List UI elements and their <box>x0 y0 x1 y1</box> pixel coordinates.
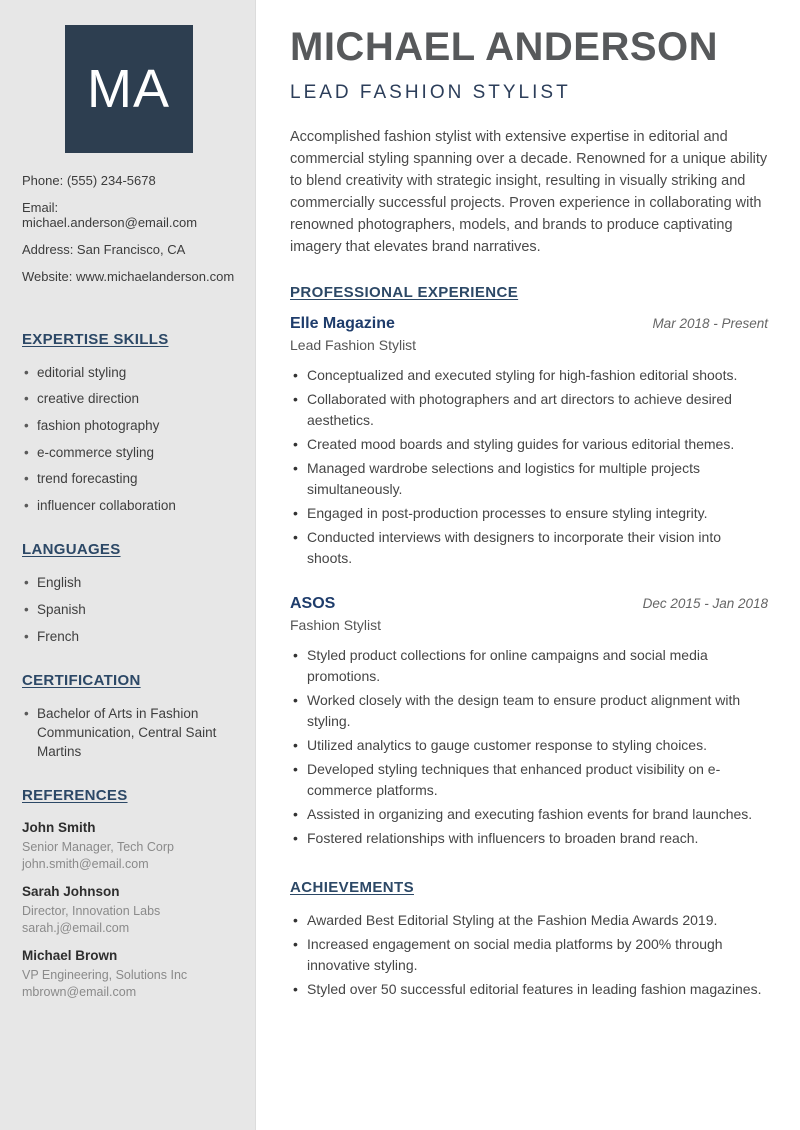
list-item: • fashion photography <box>22 417 235 436</box>
list-item: • Awarded Best Editorial Styling at the Fashion Media Awards 2019. <box>290 910 768 931</box>
list-item: • editorial styling <box>22 364 235 383</box>
list-item: • Created mood boards and styling guides for various editorial themes. <box>290 434 768 455</box>
reference-email: john.smith@email.com <box>22 857 149 872</box>
list-item: • English <box>22 574 235 593</box>
experience-job <box>290 595 768 849</box>
job-role: Lead Fashion Stylist <box>290 337 417 353</box>
list-item: • e-commerce styling <box>22 444 235 463</box>
avatar-initials: MA <box>87 59 170 119</box>
summary-paragraph: Accomplished fashion stylist with extensive expertise in editorial and commercial styling spanning over a decade. Renowned for a unique ability to blend creativity with strategic insight, resulting in visually striking and commercially successful projects. Proven experience in collaborating with renowned photographers, models, and brands to produce captivating imagery that elevates brand narratives. <box>290 129 768 255</box>
experience-job <box>290 315 768 569</box>
languages-list <box>22 574 235 646</box>
reference-entry <box>22 948 235 1001</box>
contact-website: Website: www.michaelanderson.com <box>22 268 235 284</box>
list-item: • Increased engagement on social media platforms by 200% through innovative styling. <box>290 934 768 976</box>
experience-heading: PROFESSIONAL EXPERIENCE <box>290 284 519 301</box>
page-title: MICHAEL ANDERSON <box>290 25 719 69</box>
company-name: Elle Magazine <box>290 315 395 332</box>
contact-phone: Phone: (555) 234-5678 <box>22 173 156 188</box>
company-name: ASOS <box>290 595 336 612</box>
skills-heading: EXPERTISE SKILLS <box>22 330 169 348</box>
list-item: • Utilized analytics to gauge customer response to styling choices. <box>290 735 768 756</box>
references-section <box>22 787 235 1000</box>
contact-info <box>22 174 235 285</box>
job-dates: Dec 2015 - Jan 2018 <box>642 596 768 611</box>
job-header <box>290 315 768 333</box>
list-item: • Conceptualized and executed styling for high-fashion editorial shoots. <box>290 365 768 386</box>
list-item: • Collaborated with photographers and art directors to achieve desired aesthetics. <box>290 389 768 431</box>
reference-title: Senior Manager, Tech Corp <box>22 840 174 855</box>
list-item: • Engaged in post-production processes to ensure styling integrity. <box>290 503 768 524</box>
skills-section <box>22 331 235 516</box>
reference-email: sarah.j@email.com <box>22 920 130 935</box>
job-dates: Mar 2018 - Present <box>652 316 768 331</box>
list-item: • Bachelor of Arts in Fashion Communication, Central Saint Martins <box>22 705 235 761</box>
list-item: • creative direction <box>22 390 235 409</box>
achievements-heading: ACHIEVEMENTS <box>290 879 414 896</box>
reference-entry <box>22 820 235 873</box>
list-item: • Styled over 50 successful editorial features in leading fashion magazines. <box>290 979 768 1000</box>
job-header <box>290 595 768 613</box>
certification-list <box>22 705 235 761</box>
reference-entry <box>22 884 235 937</box>
list-item: • trend forecasting <box>22 470 235 489</box>
list-item: • Assisted in organizing and executing fashion events for brand launches. <box>290 804 768 825</box>
achievements-section <box>290 879 768 1000</box>
languages-section <box>22 541 235 646</box>
certification-heading: CERTIFICATION <box>22 672 141 690</box>
reference-title: Director, Innovation Labs <box>22 903 161 918</box>
reference-name: Sarah Johnson <box>22 883 120 899</box>
list-item: • French <box>22 628 235 647</box>
list-item: • Worked closely with the design team to ensure product alignment with styling. <box>290 690 768 732</box>
list-item: • Spanish <box>22 601 235 620</box>
list-item: • Managed wardrobe selections and logistics for multiple projects simultaneously. <box>290 458 768 500</box>
list-item: • influencer collaboration <box>22 497 235 516</box>
sidebar <box>0 0 256 1130</box>
list-item: • Styled product collections for online campaigns and social media promotions. <box>290 645 768 687</box>
reference-title: VP Engineering, Solutions Inc <box>22 967 188 982</box>
job-role: Fashion Stylist <box>290 617 382 633</box>
experience-section <box>290 284 768 849</box>
job-bullet-list <box>290 365 768 569</box>
job-title: LEAD FASHION STYLIST <box>290 82 571 103</box>
reference-email: mbrown@email.com <box>22 984 137 999</box>
contact-email: Email: michael.anderson@email.com <box>22 199 198 230</box>
list-item: • Fostered relationships with influencers to broaden brand reach. <box>290 828 768 849</box>
languages-heading: LANGUAGES <box>22 541 121 559</box>
main-content <box>256 0 800 1130</box>
list-item: • Developed styling techniques that enhanced product visibility on e-commerce platforms. <box>290 759 768 801</box>
achievements-list <box>290 910 768 1000</box>
avatar <box>65 25 193 153</box>
contact-address: Address: San Francisco, CA <box>22 241 186 257</box>
certification-section <box>22 672 235 761</box>
references-heading: REFERENCES <box>22 787 128 805</box>
list-item: • Conducted interviews with designers to incorporate their vision into shoots. <box>290 527 768 569</box>
reference-name: Michael Brown <box>22 947 118 963</box>
reference-name: John Smith <box>22 820 96 836</box>
skills-list <box>22 364 235 516</box>
job-bullet-list <box>290 645 768 849</box>
